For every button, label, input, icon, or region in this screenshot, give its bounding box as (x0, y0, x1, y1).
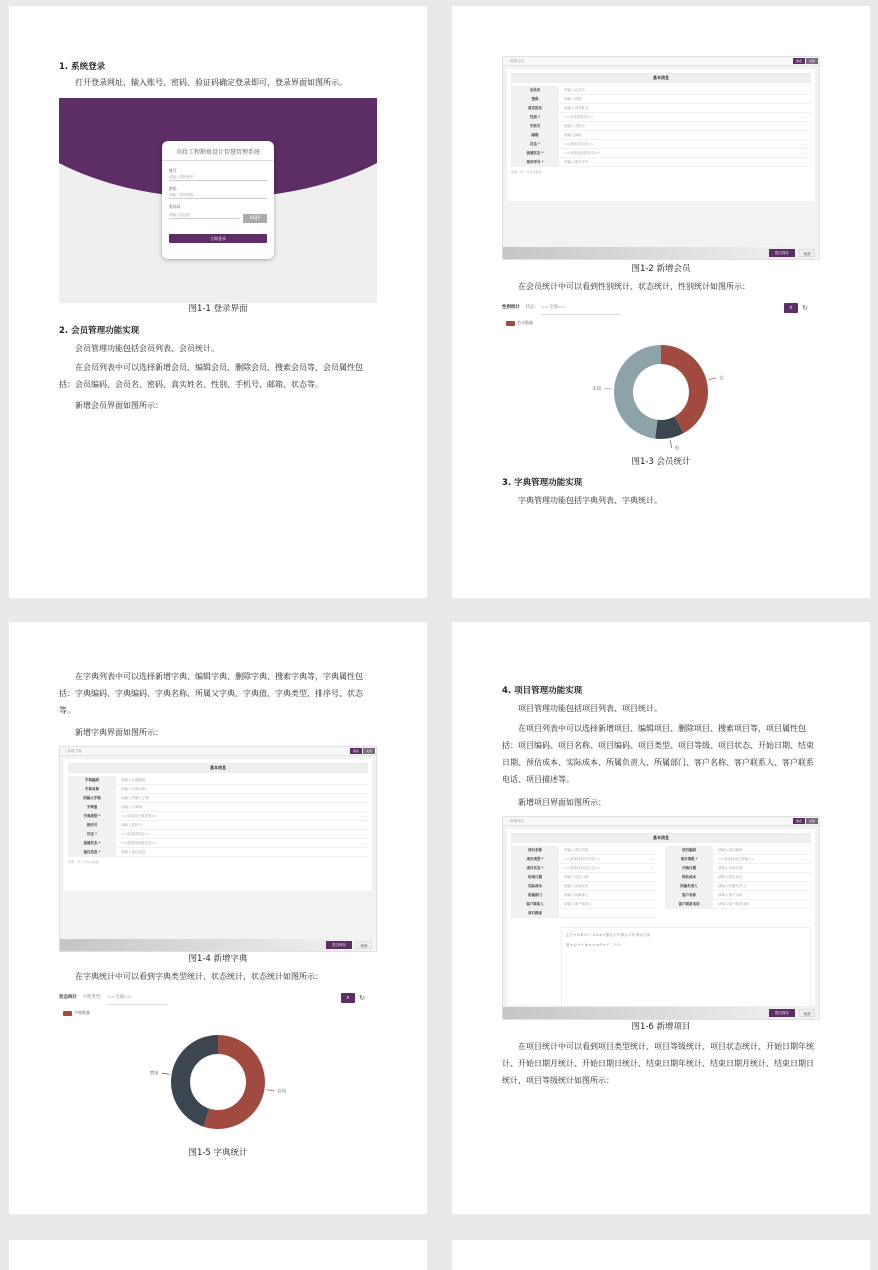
field-label: 字典名称 (68, 785, 116, 793)
document-page-5 (9, 1240, 427, 1270)
slice-label: 女 (719, 376, 724, 382)
submit-button[interactable]: 提交保存 (769, 249, 795, 257)
form-footer (503, 1007, 819, 1019)
form-section (64, 759, 372, 891)
field-input[interactable]: 请输入字典名称 (121, 787, 146, 791)
field-label: 排序号 (68, 821, 116, 829)
search-icon: ⌕ (789, 304, 793, 311)
document-page-6 (452, 1240, 870, 1270)
field-label: 预估成本 (665, 873, 713, 881)
field-input[interactable]: 请输入所属负责人 (718, 884, 746, 888)
field-input[interactable]: 请输入项目编码 (718, 848, 743, 852)
field-label: 项目状态 * (511, 864, 559, 872)
section-title: 基本信息 (511, 833, 811, 843)
slice-label: 启用 (277, 1089, 287, 1095)
form-title: 新增字典 (67, 749, 82, 753)
login-title: 市政工程勘察设计智慧管理系统 (162, 141, 274, 161)
field-input[interactable]: 请输入预估成本 (718, 875, 743, 879)
field-label: 字典值 (68, 803, 116, 811)
field-select[interactable]: ==请选择创建状态== ⌄ (559, 149, 811, 157)
search-button[interactable] (341, 993, 355, 1003)
chart-toolbar (502, 302, 820, 314)
field-input[interactable]: 请输入项目名称 (564, 848, 589, 852)
document-page-2 (452, 6, 870, 598)
label-leader-line (162, 1073, 170, 1074)
field-input[interactable]: 请输入字典编码 (121, 778, 146, 782)
form-row (511, 900, 657, 909)
form-row (511, 140, 811, 149)
donut-chart (59, 1004, 377, 1144)
form-row (665, 873, 811, 882)
form-row (511, 149, 811, 158)
add-project-screenshot (502, 816, 820, 1020)
field-input[interactable]: 请输入客户名称 (718, 893, 743, 897)
paragraph: 新增会员界面如图所示： (75, 401, 163, 410)
figure-caption: 图1-6 新增项目 (631, 1022, 691, 1032)
cancel-button[interactable]: 取消 (356, 941, 372, 949)
field-input[interactable]: 请输入字典值 (121, 805, 142, 809)
form-row (68, 839, 368, 848)
account-label: 账号 (169, 168, 177, 173)
paragraph: 在项目列表中可以选择新增项目、编辑项目、删除项目、搜索项目等，项目属性包括：项目编码、项目名称、项目编码、项目类型、项目等级、项目状态、开始日期、结束日期、预估成本、实际成本、所属负责人、所属部门、客户名称、客户联系人、客户联系电话、项目描述等。 (502, 724, 814, 784)
form-row (665, 900, 811, 909)
field-input[interactable]: 请输入结束日期 (564, 875, 589, 879)
form-row (511, 909, 657, 918)
field-label: 客户联系人 (511, 900, 559, 908)
field-input[interactable]: 请输入密码 (564, 97, 582, 101)
field-label: 真实姓名 (511, 104, 559, 112)
document-page-4 (452, 622, 870, 1214)
paragraph: 在字典列表中可以选择新增字典、编辑字典、删除字典、搜索字典等，字典属性包括：字典编码、字典编码、字典名称、所属父字典、字典值、字典类型、排序号、状态等。 (59, 672, 363, 715)
close-button[interactable]: 关闭 (806, 818, 818, 824)
form-section (507, 829, 815, 1005)
heading-member-mgmt: 2. 会员管理功能实现 (59, 326, 140, 336)
form-row (665, 864, 811, 873)
field-input[interactable]: 请输入排序序号 (564, 160, 589, 164)
field-label: 实际成本 (511, 882, 559, 890)
add-dict-screenshot (59, 746, 377, 952)
heading-system-login: 1. 系统登录 (59, 62, 106, 72)
right-column (661, 846, 815, 918)
field-input[interactable]: 请输入所属父字典 (121, 796, 149, 800)
field-input[interactable]: 请输入真实姓名 (564, 106, 589, 110)
paragraph: 在会员列表中可以选择新增会员、编辑会员、删除会员、搜索会员等，会员属性包括：会员编码、会员名、密码、真实姓名、性别、手机号、邮箱、状态等。 (59, 363, 363, 389)
form-row (511, 882, 657, 891)
filter-label: 字典类型: (82, 995, 102, 1000)
refresh-button[interactable] (357, 993, 367, 1003)
form-header: ‹ 新增字典 (60, 747, 376, 756)
form-header: ‹ 新增会员 (503, 57, 819, 66)
field-label: 密码 (511, 95, 559, 103)
field-label: 开始日期 (665, 864, 713, 872)
status-chart (59, 992, 377, 1142)
field-select[interactable]: ==请选择项目类型== ⌄ (559, 855, 657, 863)
field-input[interactable]: 请输入备注信息 (121, 850, 146, 854)
editor-toolbar-row-1: 正文 ▾ H B U I " A ▾ ≡ ▾ 默认字号 默认字体 默认行高 (566, 933, 651, 937)
form-row (665, 855, 811, 864)
field-select[interactable]: ==请选择项目等级== ⌄ (713, 855, 811, 863)
field-label: 项目类型 * (511, 855, 559, 863)
paragraph: 在字典统计中可以看到字典类型统计、状态统计，状态统计如图所示： (75, 972, 323, 981)
field-label: 字典编码 (68, 776, 116, 784)
form-note: 说明：带 * 号为必填项。 (511, 170, 545, 174)
field-label: 客户名称 (665, 891, 713, 899)
field-label: 项目名称 (511, 846, 559, 854)
form-row (68, 785, 368, 794)
save-button[interactable]: 保存 (793, 818, 805, 824)
filter-label: 状态: (525, 305, 536, 310)
field-label: 手机号 (511, 122, 559, 130)
paragraph: 新增项目界面如图所示： (518, 798, 606, 807)
field-select[interactable]: ==请选择字典类型== ⌄ (116, 812, 368, 820)
form-row (665, 846, 811, 855)
form-row (511, 122, 811, 131)
field-label: 所属部门 (511, 891, 559, 899)
form-row (511, 131, 811, 140)
form-row (511, 873, 657, 882)
field-label: 项目等级 * (665, 855, 713, 863)
form-rows (507, 86, 815, 167)
slice-label: 禁用 (149, 1071, 159, 1077)
form-row (511, 855, 657, 864)
form-row (68, 776, 368, 785)
refresh-button[interactable] (800, 303, 810, 313)
paragraph: 字典管理功能包括字典列表、字典统计。 (518, 496, 662, 505)
password-label: 密码 (169, 186, 177, 191)
field-label: 项目描述 (511, 909, 559, 917)
field-select[interactable]: ==请选择项目状态== ⌄ (559, 864, 657, 872)
search-icon: ⌕ (346, 994, 350, 1001)
figure-caption: 图1-4 新增字典 (188, 954, 248, 964)
form-row (511, 95, 811, 104)
close-button[interactable]: 关闭 (806, 58, 818, 64)
figure-caption: 图1-5 字典统计 (188, 1148, 248, 1158)
form-row (665, 891, 811, 900)
cancel-button[interactable]: 取消 (799, 1009, 815, 1017)
form-header: ‹ 新增项目 (503, 817, 819, 826)
refresh-icon: ↻ (802, 304, 808, 312)
field-input[interactable]: 请输入客户联系人 (564, 902, 592, 906)
paragraph: 在会员统计中可以看到性别统计、状态统计，性别统计如图所示： (518, 282, 750, 291)
field-input[interactable]: 请输入手机号 (564, 124, 585, 128)
captcha-label: 验证码 (169, 204, 181, 209)
paragraph: 会员管理功能包括会员列表、会员统计。 (75, 344, 219, 353)
form-rows (64, 776, 372, 857)
field-label: 状态 * (68, 830, 116, 838)
form-row (68, 848, 368, 857)
section-title: 基本信息 (511, 73, 811, 83)
two-column-form (507, 846, 815, 918)
label-leader-line (266, 1090, 274, 1091)
form-row (511, 104, 811, 113)
slice-label: 男 (674, 446, 680, 452)
field-select[interactable]: ==请选择状态== ⌄ (116, 830, 368, 838)
form-title: 新增项目 (510, 819, 525, 823)
form-row (511, 158, 811, 167)
field-label: 状态 * (511, 140, 559, 148)
form-row (511, 86, 811, 95)
paragraph: 在项目统计中可以看到项目类型统计、项目等级统计、项目状态统计、开始日期年统计、开始日期月统计、开始日期日统计、结束日期年统计、结束日期月统计、结束日期日统计，项目等级统计如图所示： (502, 1042, 814, 1085)
filter-select[interactable]: ==全部== (541, 302, 621, 315)
form-row (511, 846, 657, 855)
login-card (162, 141, 274, 259)
form-note: 说明：带 * 号为必填项。 (68, 860, 102, 864)
field-label: 所属父字典 (68, 794, 116, 802)
close-button[interactable]: 关闭 (363, 748, 375, 754)
figure-caption: 图1-3 会员统计 (631, 457, 691, 467)
cancel-button[interactable]: 取消 (799, 249, 815, 257)
field-input[interactable]: 请输入开始日期 (718, 866, 743, 870)
paragraph: 项目管理功能包括项目列表、项目统计。 (518, 704, 662, 713)
figure-caption: 图1-1 登录界面 (188, 304, 248, 314)
chart-label: 性别统计 (502, 305, 520, 310)
chart-label: 状态统计 (59, 995, 77, 1000)
field-label: 会员名 (511, 86, 559, 94)
label-leader-line (708, 378, 716, 380)
password-input[interactable]: 请输入您的密码 (169, 191, 267, 199)
label-leader-line (604, 388, 612, 389)
heading-project-mgmt: 4. 项目管理功能实现 (502, 686, 583, 696)
field-label: 性别 * (511, 113, 559, 121)
editor-toolbar-row-2: 链 ▾ ☺ ▾ ✎ ⊞ ▾ ▭ ▾ ⊟ ▾ ↶ ⛶ ↷ ↻ (566, 943, 621, 947)
captcha-input[interactable]: 请输入验证码 (169, 211, 239, 219)
filter-select[interactable]: ==全部== (107, 992, 167, 1005)
form-footer (503, 247, 819, 259)
form-row (511, 113, 811, 122)
figure-caption: 图1-2 新增会员 (631, 264, 691, 274)
add-member-screenshot (502, 56, 820, 260)
document-page-1 (9, 6, 427, 598)
field-label: 字典类型 * (68, 812, 116, 820)
donut-chart (502, 314, 820, 454)
chart-toolbar (59, 992, 377, 1004)
legend-label: 字典数量 (74, 1010, 90, 1015)
field-label: 备注信息 * (68, 848, 116, 856)
field-label: 结束日期 (511, 873, 559, 881)
slice-label: 未知 (592, 386, 602, 392)
left-column (507, 846, 661, 918)
legend-label: 会员数量 (517, 320, 533, 325)
heading-dict-mgmt: 3. 字典管理功能实现 (502, 478, 583, 488)
field-label: 项目编码 (665, 846, 713, 854)
form-footer (60, 939, 376, 951)
rich-text-editor[interactable] (561, 927, 811, 1007)
form-row (511, 864, 657, 873)
field-label: 创建状态 * (68, 839, 116, 847)
field-input[interactable]: 请输入实际成本 (564, 884, 589, 888)
login-button[interactable]: 立即登录 (169, 234, 267, 243)
field-input[interactable]: 请输入排序号 (121, 823, 142, 827)
form-title: 新增会员 (510, 59, 525, 63)
save-button[interactable]: 保存 (793, 58, 805, 64)
field-input[interactable]: 请输入客户联系电话 (718, 902, 750, 906)
field-input[interactable]: 请输入邮箱 (564, 133, 582, 137)
paragraph: 新增字典界面如图所示： (75, 728, 163, 737)
paragraph: 打开登录网址，输入账号、密码、验证码确定登录即可，登录界面如图所示。 (75, 78, 347, 87)
form-row (68, 812, 368, 821)
field-input[interactable]: 请输入会员名 (564, 88, 585, 92)
form-row (68, 794, 368, 803)
gender-chart (502, 302, 820, 452)
account-input[interactable]: 请输入您的账号 (169, 173, 267, 181)
field-label: 邮箱 (511, 131, 559, 139)
form-row (68, 830, 368, 839)
form-section (507, 69, 815, 201)
save-button[interactable]: 保存 (350, 748, 362, 754)
field-label: 客户联系电话 (665, 900, 713, 908)
field-input[interactable] (559, 909, 657, 917)
search-button[interactable] (784, 303, 798, 313)
field-select[interactable]: ==请选择创建状态== ⌄ (116, 839, 368, 847)
section-title: 基本信息 (68, 763, 368, 773)
submit-button[interactable]: 提交保存 (326, 941, 352, 949)
form-row (68, 821, 368, 830)
field-select[interactable]: ==请选择性别== ⌄ (559, 113, 811, 121)
field-label: 所属负责人 (665, 882, 713, 890)
document-page-3 (9, 622, 427, 1214)
form-row (511, 891, 657, 900)
form-row (665, 882, 811, 891)
submit-button[interactable]: 提交保存 (769, 1009, 795, 1017)
field-label: 排序序号 * (511, 158, 559, 166)
field-label: 创建状态 * (511, 149, 559, 157)
label-leader-line (670, 440, 671, 448)
field-select[interactable]: ==请选择状态== ⌄ (559, 140, 811, 148)
login-screenshot (59, 98, 377, 303)
field-input[interactable]: 请输入所属部门 (564, 893, 589, 897)
form-row (68, 803, 368, 812)
donut-slice[interactable] (614, 345, 661, 439)
refresh-icon: ↻ (359, 994, 365, 1002)
captcha-image[interactable]: 6GJP (243, 214, 267, 223)
